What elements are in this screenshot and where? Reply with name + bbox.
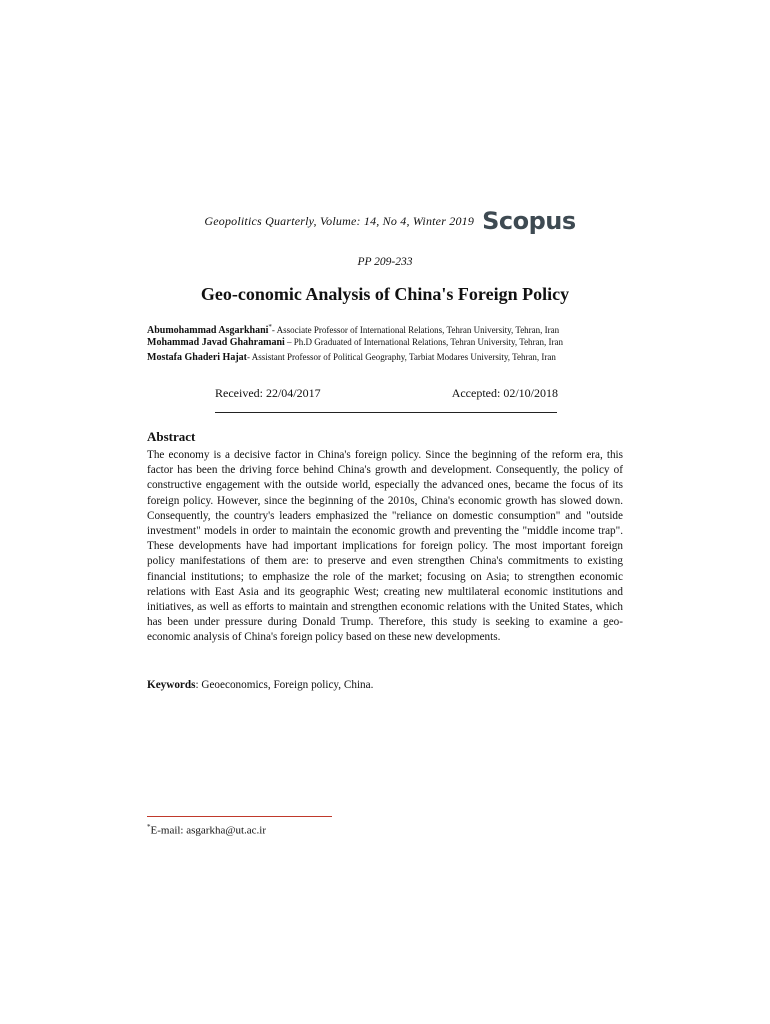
author-name: Abumohammad Asgarkhani xyxy=(147,325,269,336)
page-range: PP 209-233 xyxy=(357,256,413,268)
author-affiliation: - Assistant Professor of Political Geography, Tarbiat Modares University, Tehran, Iran xyxy=(247,352,556,362)
paper-title: Geo-conomic Analysis of China's Foreign Policy xyxy=(200,284,570,304)
footnote xyxy=(147,823,266,837)
footnote-divider xyxy=(147,816,332,817)
author-entry xyxy=(147,350,637,365)
abstract-heading: Abstract xyxy=(147,429,196,444)
abstract-body: The economy is a decisive factor in China's foreign policy. Since the beginning of the reform era, this factor has been the driving force behind China's growth and development. Consequently, the policy of constructive engagement with the outside world, especially the advanced ones, became the focus of its foreign policy. However, since the beginning of the 2010s, China's economic growth has slowed down. Consequently, the country's leaders emphasized the "reliance on domestic consumption" and "outside investment" models in order to maintain the economic growth and preventing the "middle income trap". These developments have had important implications for foreign policy. The most important foreign policy manifestations of them are: to preserve and even strengthen China's commitments to existing financial institutions; to emphasize the role of the market; focusing on Asia; to strengthen economic relations with East Asia and its geographic West; creating new multilateral economic institutions and initiatives, as well as efforts to maintain and strengthen economic relations with the United States, which has been under pressure during Donald Trump. Therefore, this study is seeking to examine a geo-economic analysis of China's foreign policy based on these new developments. xyxy=(147,449,623,644)
author-name: Mohammad Javad Ghahramani xyxy=(147,337,285,348)
journal-citation: Geopolitics Quarterly, Volume: 14, No 4, Winter 2019 xyxy=(204,213,475,228)
author-affiliation: – Ph.D Graduated of International Relations, Tehran University, Tehran, Iran xyxy=(284,337,564,347)
author-list xyxy=(147,320,637,365)
journal-header xyxy=(140,209,640,233)
accepted-date: Accepted: 02/10/2018 xyxy=(451,386,558,400)
received-date: Received: 22/04/2017 xyxy=(215,386,321,400)
footnote-email: E-mail: asgarkha@ut.ac.ir xyxy=(150,824,266,837)
author-name: Mostafa Ghaderi Hajat xyxy=(147,352,247,363)
keywords-label: Keywords xyxy=(147,679,196,691)
keywords-text: : Geoeconomics, Foreign policy, China. xyxy=(195,679,374,691)
author-entry xyxy=(147,320,637,335)
keywords xyxy=(147,679,623,691)
footnote-marker: * xyxy=(147,823,151,831)
footnote-marker: * xyxy=(268,323,272,331)
dates-divider xyxy=(215,412,557,413)
scopus-logo: Scopus xyxy=(482,207,576,235)
author-entry xyxy=(147,335,637,350)
author-affiliation: - Associate Professor of International Relations, Tehran University, Tehran, Iran xyxy=(271,325,560,335)
